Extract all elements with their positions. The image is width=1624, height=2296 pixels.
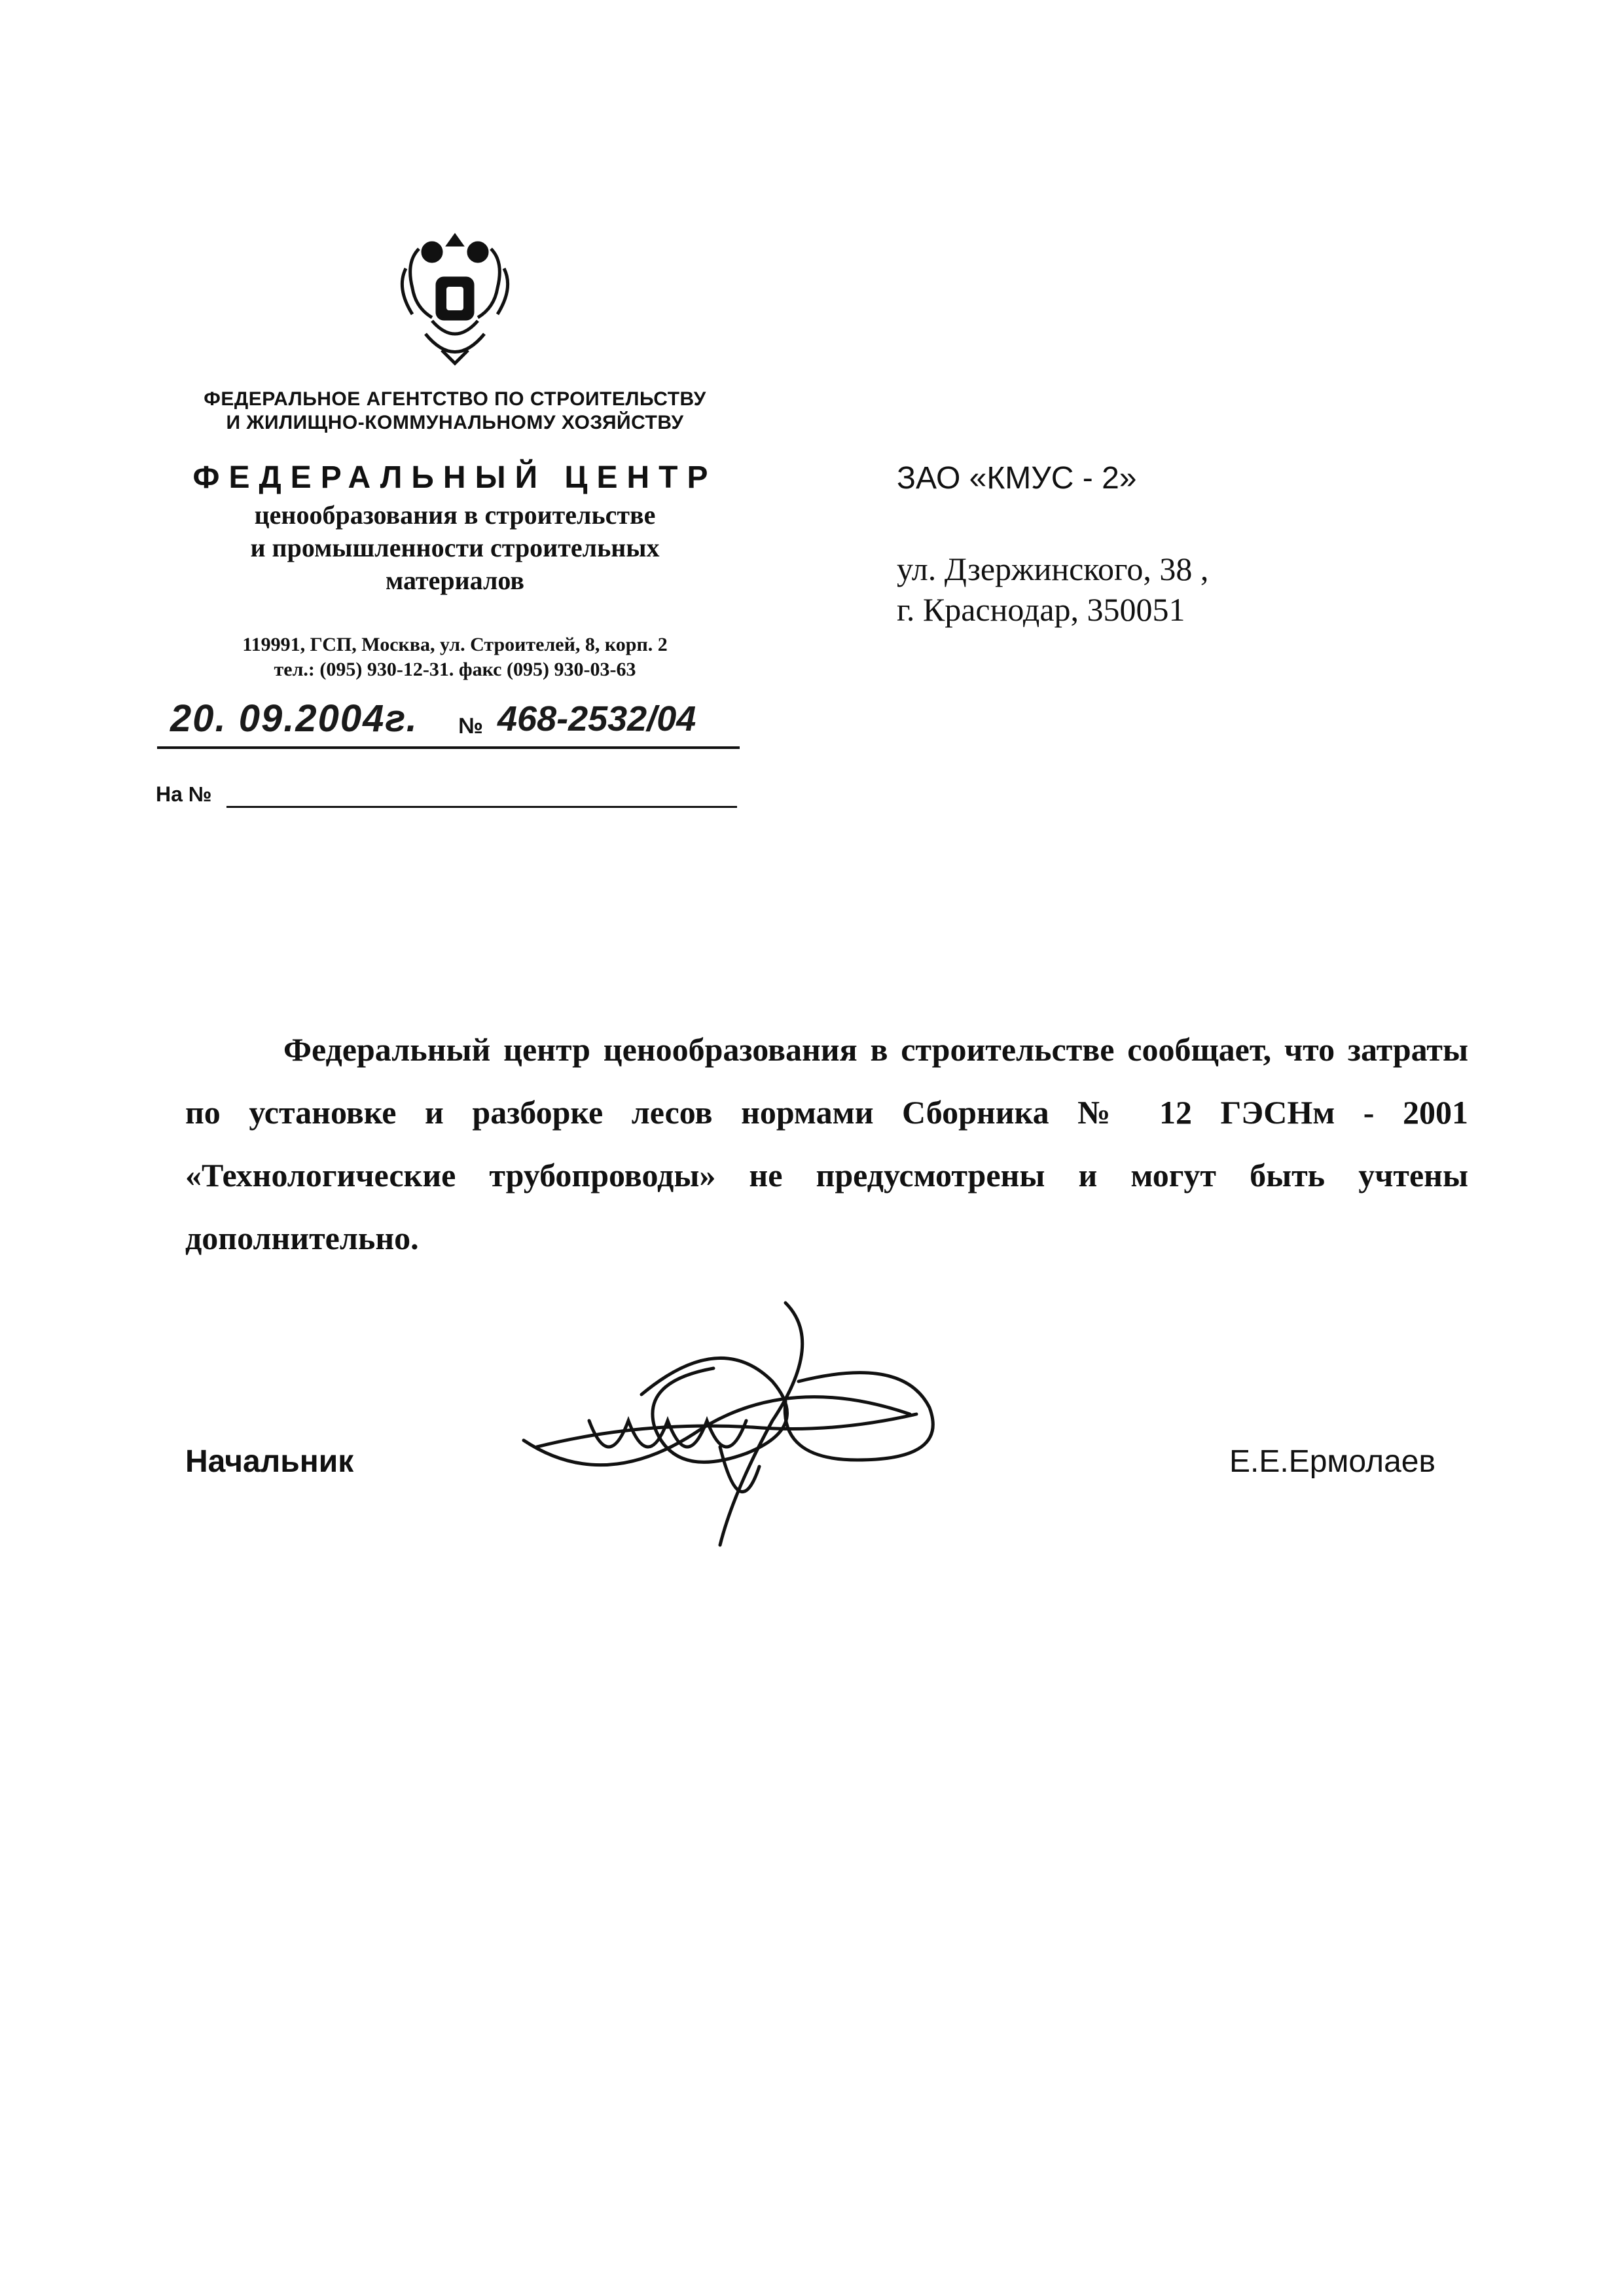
address-line-1: 119991, ГСП, Москва, ул. Строителей, 8, корп. 2 bbox=[242, 634, 668, 655]
agency-line-1: ФЕДЕРАЛЬНОЕ АГЕНТСТВО ПО СТРОИТЕЛЬСТВУ bbox=[204, 388, 706, 410]
agency-line-2: И ЖИЛИЩНО-КОММУНАЛЬНОМУ ХОЗЯЙСТВУ bbox=[226, 412, 684, 433]
center-subtitle bbox=[170, 499, 740, 597]
letter-body: Федеральный центр ценообразования в строительстве сообщает, что затраты по установке и разборке лесов нормами Сборника № 12 ГЭСНм - 2001 «Технологические трубопроводы» не предусмотрены и могут быть учтены дополнительно. bbox=[185, 1031, 1468, 1256]
registration-number-label: № bbox=[458, 714, 483, 738]
double-headed-eagle-emblem-icon bbox=[380, 223, 530, 373]
reference-line bbox=[156, 782, 745, 815]
reference-label: На № bbox=[156, 782, 212, 806]
registration-date: 20. 09.2004г. bbox=[170, 697, 418, 740]
agency-name bbox=[170, 388, 740, 435]
registration-number: 468-2532/04 bbox=[497, 699, 696, 738]
sender-address bbox=[170, 632, 740, 682]
addressee-block bbox=[897, 458, 1486, 630]
signatory-name: Е.Е.Ермолаев bbox=[1229, 1444, 1435, 1479]
registration-underline bbox=[157, 746, 740, 749]
center-subtitle-line-2: и промышленности строительных bbox=[250, 533, 660, 562]
address-line-2: тел.: (095) 930-12-31. факс (095) 930-03-63 bbox=[274, 659, 636, 680]
reference-blank-rule bbox=[226, 806, 737, 808]
signatory-title: Начальник bbox=[185, 1444, 354, 1479]
center-subtitle-line-3: материалов bbox=[385, 566, 525, 595]
addressee-street: ул. Дзержинского, 38 , bbox=[897, 551, 1209, 587]
addressee-organization: ЗАО «КМУС - 2» bbox=[897, 461, 1137, 496]
handwritten-signature-icon bbox=[511, 1277, 956, 1552]
addressee-city: г. Краснодар, 350051 bbox=[897, 591, 1185, 628]
registration-line bbox=[157, 695, 746, 748]
center-title: ФЕДЕРАЛЬНЫЙ ЦЕНТР bbox=[192, 460, 717, 495]
center-subtitle-line-1: ценообразования в строительстве bbox=[254, 500, 656, 530]
